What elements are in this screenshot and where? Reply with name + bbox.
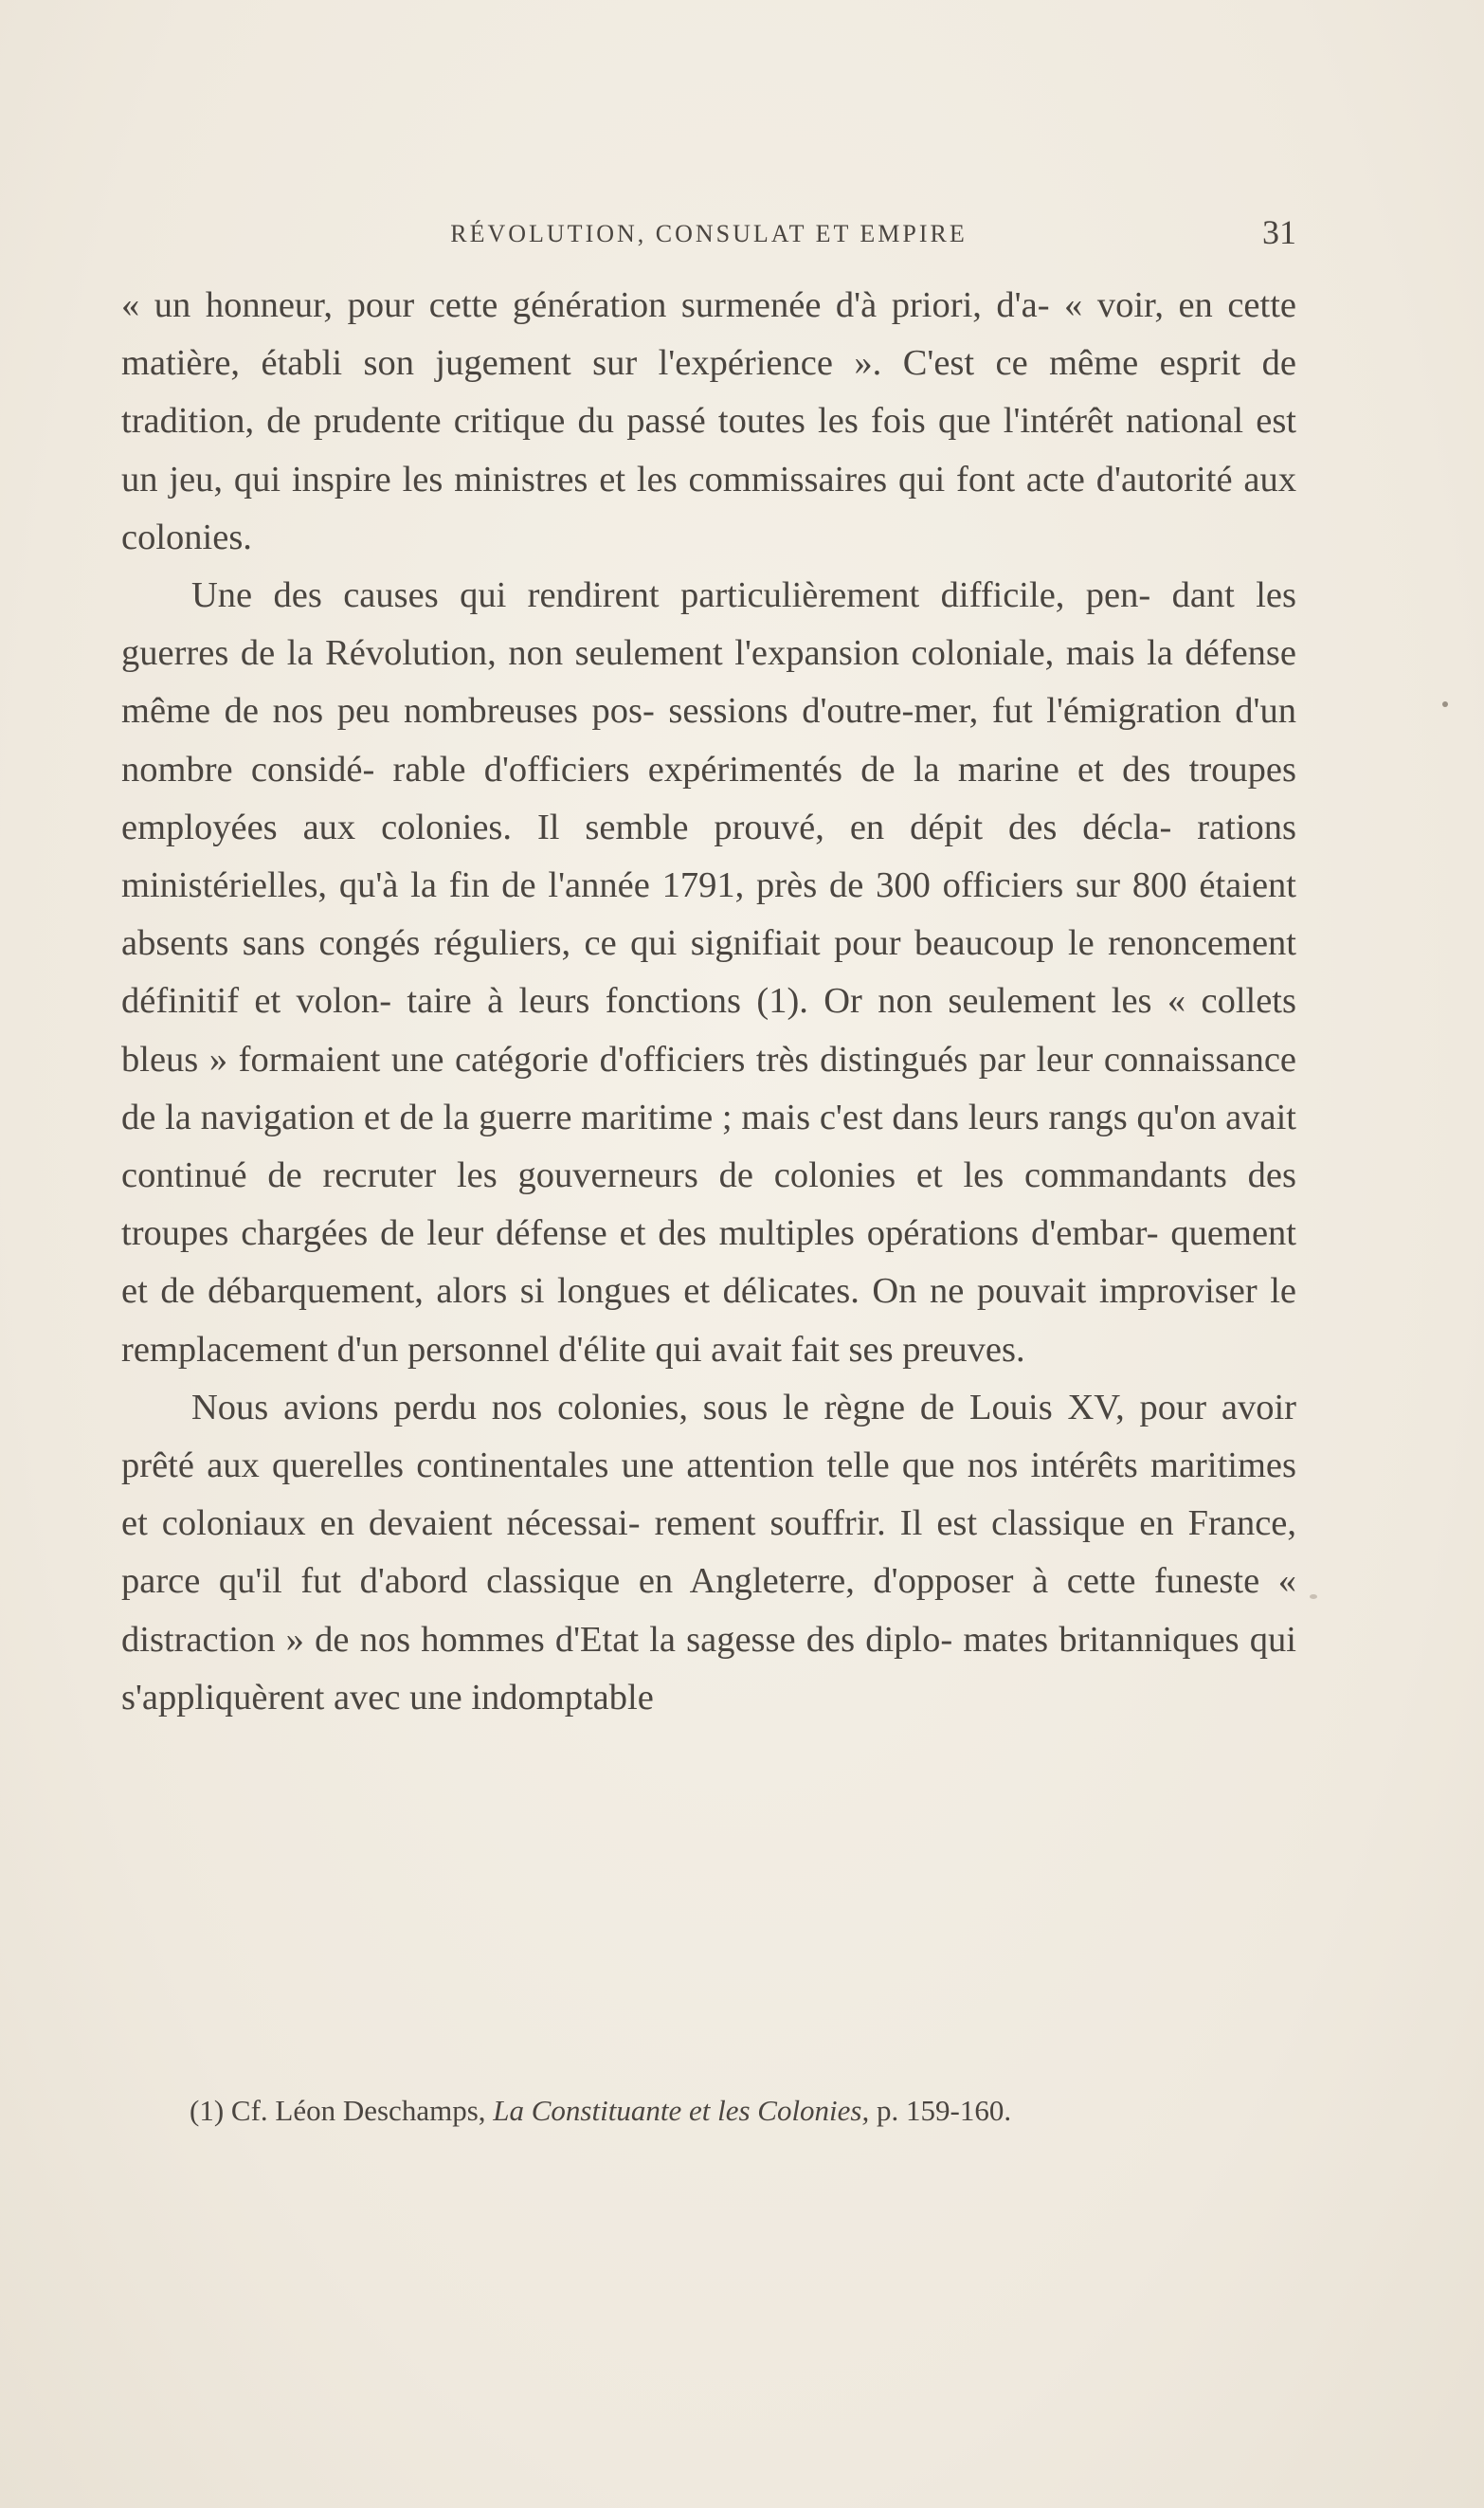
paper-speck bbox=[1442, 701, 1448, 707]
paragraph-3: Nous avions perdu nos colonies, sous le règne de Louis XV, pour avoir prêté aux querelles continentales une attention telle que nos intérêts maritimes et coloniaux en devaient nécessai- rement souffrir. Il est classique en France, parce qu'il fut d'abord classique en Angleterre, d'opposer à cette funeste « distraction » de nos hommes d'Etat la sagesse des diplo- mates britanniques qui s'appliquèrent avec une indomptable bbox=[121, 1387, 1296, 1717]
footnote-title: La Constituante et les Colonies, bbox=[493, 2094, 870, 2127]
body-text bbox=[121, 277, 1296, 1727]
footnote-marker: (1) bbox=[190, 2094, 225, 2127]
footnote-prefix: Cf. Léon Deschamps, bbox=[230, 2094, 486, 2127]
paragraph-1: « un honneur, pour cette génération surmenée d'à priori, d'a- « voir, en cette matière, établi son jugement sur l'expérience ». C'est ce même esprit de tradition, de prudente critique du passé toutes les fois que l'intérêt national est un jeu, qui inspire les ministres et les commissaires qui font acte d'autorité aux colonies. bbox=[121, 285, 1296, 557]
paper-speck bbox=[1310, 1594, 1317, 1599]
page-number: 31 bbox=[1262, 213, 1296, 251]
running-title: RÉVOLUTION, CONSULAT ET EMPIRE bbox=[450, 220, 968, 247]
running-head bbox=[121, 213, 1296, 264]
footnote bbox=[190, 2090, 1296, 2132]
paragraph-2: Une des causes qui rendirent particulièrement difficile, pen- dant les guerres de la Révolution, non seulement l'expansion coloniale, mais la défense même de nos peu nombreuses pos- sessions d'outre-mer, fut l'émigration d'un nombre considé- rable d'officiers expérimentés de la marine et des troupes employées aux colonies. Il semble prouvé, en dépit des décla- rations ministérielles, qu'à la fin de l'année 1791, près de 300 officiers sur 800 étaient absents sans congés réguliers, ce qui signifiait pour beaucoup le renoncement définitif et volon- taire à leurs fonctions (1). Or non seulement les « collets bleus » formaient une catégorie d'officiers très distingués par leur connaissance de la navigation et de la guerre maritime ; mais c'est dans leurs rangs qu'on avait continué de recruter les gouverneurs de colonies et les commandants des troupes chargées de leur défense et des multiples opérations d'embar- quement et de débarquement, alors si longues et délicates. On ne pouvait improviser le remplacement d'un personnel d'élite qui avait fait ses preuves. bbox=[121, 575, 1296, 1370]
footnote-pages: p. 159-160. bbox=[877, 2094, 1012, 2127]
